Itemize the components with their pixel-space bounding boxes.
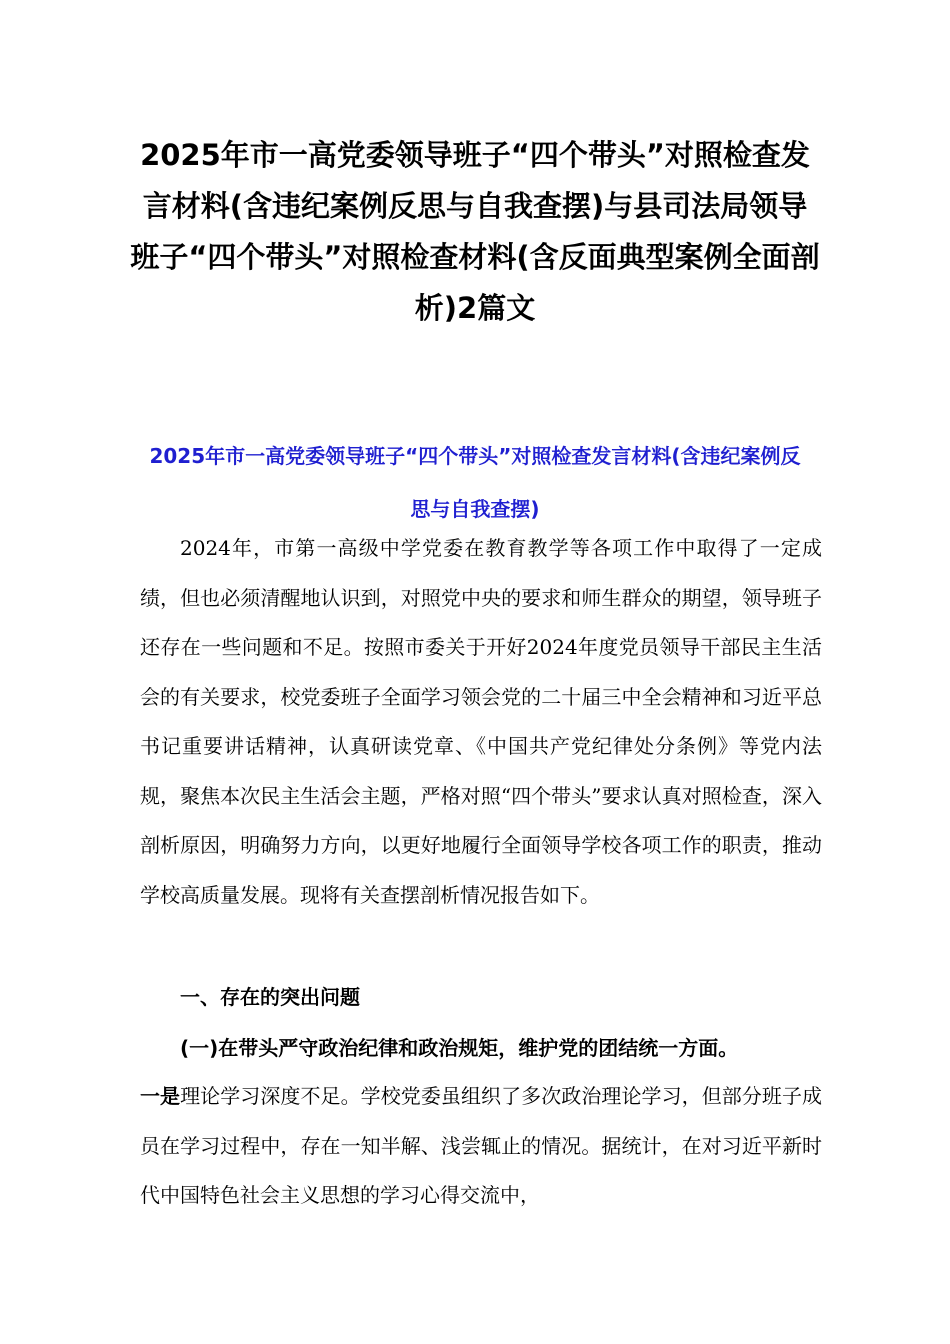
document-subtitle: 2025年市一高党委领导班子“四个带头”对照检查发言材料(含违纪案例反思与自我查摆) — [149, 444, 801, 521]
document-title: 2025年市一高党委领导班子“四个带头”对照检查发言材料(含违纪案例反思与自我查摆)与县司法局领导班子“四个带头”对照检查材料(含反面典型案例全面剖析)2篇文 — [130, 138, 820, 325]
point-text: 理论学习深度不足。学校党委虽组织了多次政治理论学习，但部分班子成员在学习过程中，存在一知半解、浅尝辄止的情况。据统计，在对习近平新时代中国特色社会主义思想的学习心得交流中， — [140, 1084, 823, 1207]
point-lead: 一是 — [140, 1084, 181, 1108]
subsection-heading: (一)在带头严守政治纪律和政治规矩，维护党的团结统一方面。 — [180, 1036, 739, 1060]
section-heading: 一、存在的突出问题 — [180, 985, 360, 1009]
intro-paragraph: 2024年，市第一高级中学党委在教育教学等各项工作中取得了一定成绩，但也必须清醒地认识到，对照党中央的要求和师生群众的期望，领导班子还存在一些问题和不足。按照市委关于开好2024年度党员领导干部民主生活会的有关要求，校党委班子全面学习领会党的二十届三中全会精神和习近平总书记重要讲话精神，认真研读党章、《中国共产党纪律处分条例》等党内法规，聚焦本次民主生活会主题，严格对照“四个带头”要求认真对照检查，深入剖析原因，明确努力方向，以更好地履行全面领导学校各项工作的职责，推动学校高质量发展。现将有关查摆剖析情况报告如下。 — [140, 536, 822, 907]
point-paragraph — [140, 1072, 822, 1221]
